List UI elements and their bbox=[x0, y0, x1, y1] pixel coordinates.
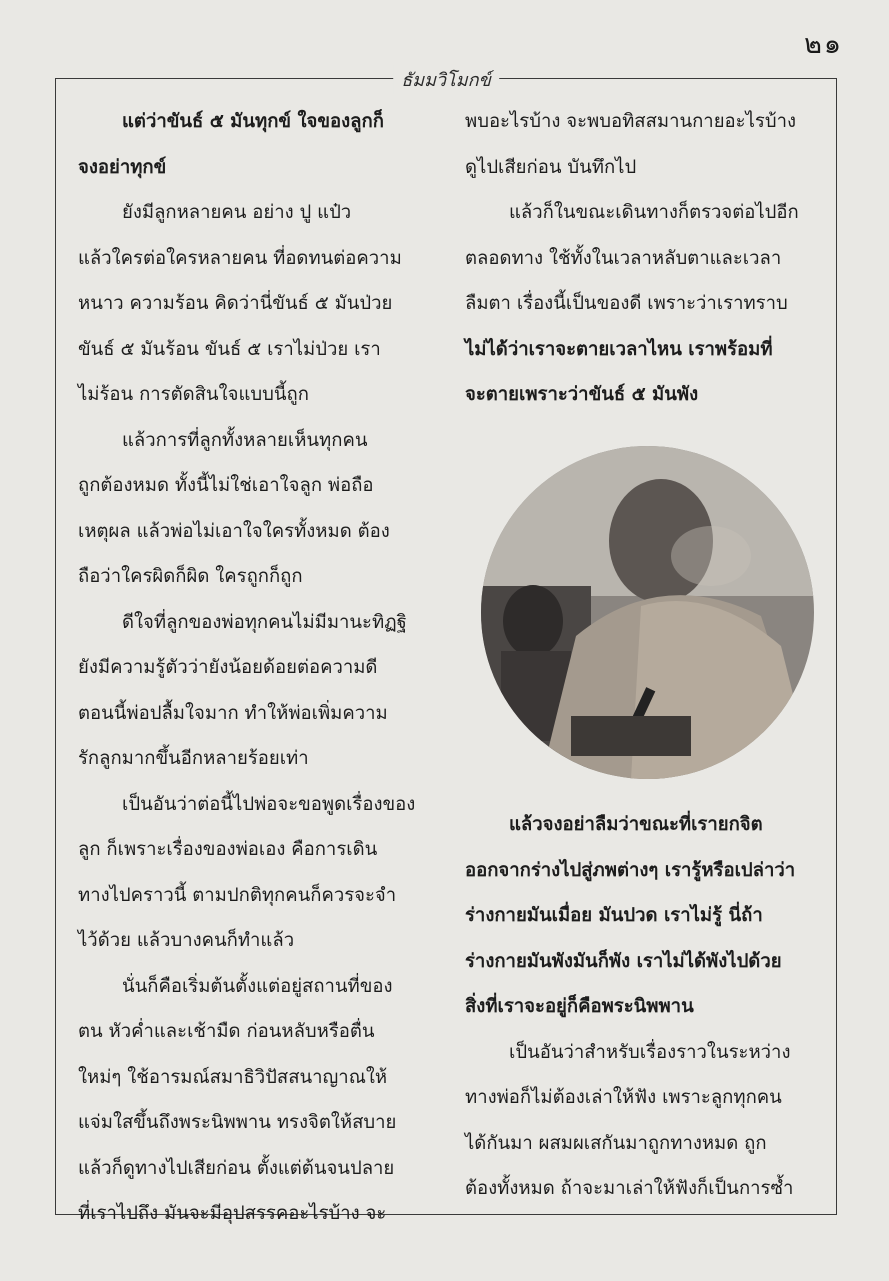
text-line: ไว้ด้วย แล้วบางคนก็ทำแล้ว bbox=[78, 930, 295, 951]
text-line: ไม่ได้ว่าเราจะตายเวลาไหน เราพร้อมที่ bbox=[465, 338, 773, 360]
text-line: ยังมีความรู้ตัวว่ายังน้อยด้อยต่อความดี bbox=[78, 657, 378, 678]
text-line: ขันธ์ ๕ มันร้อน ขันธ์ ๕ เราไม่ป่วย เรา bbox=[78, 338, 381, 360]
text-line: แล้วใครต่อใครหลายคน ที่อดทนต่อความ bbox=[78, 247, 402, 269]
text-line: ตลอดทาง ใช้ทั้งในเวลาหลับตาและเวลา bbox=[465, 247, 782, 269]
text-line: ยังมีลูกหลายคน อย่าง ปู แป๋ว bbox=[122, 202, 352, 223]
running-head: ธัมมวิโมกข์ bbox=[393, 65, 499, 94]
text-line: ออกจากร่างไปสู่ภพต่างๆ เรารู้หรือเปล่าว่า bbox=[465, 859, 796, 881]
text-line: ต้องทั้งหมด ถ้าจะมาเล่าให้ฟังก็เป็นการซ้ำ bbox=[465, 1178, 794, 1199]
text-line: ร่างกายมันพังมันก็พัง เราไม่ได้พังไปด้วย bbox=[465, 950, 782, 972]
text-line: เป็นอันว่าสำหรับเรื่องราวในระหว่าง bbox=[509, 1041, 791, 1063]
text-line: ใหม่ๆ ใช้อารมณ์สมาธิวิปัสสนาญาณให้ bbox=[78, 1066, 388, 1088]
right-column-bottom bbox=[465, 802, 820, 1212]
monk-photo-illustration bbox=[481, 446, 814, 779]
text-line: แต่ว่าขันธ์ ๕ มันทุกข์ ใจของลูกก็ bbox=[122, 111, 384, 132]
text-line: แล้วจงอย่าลืมว่าขณะที่เรายกจิต bbox=[509, 814, 763, 835]
text-line: เหตุผล แล้วพ่อไม่เอาใจใครทั้งหมด ต้อง bbox=[78, 520, 390, 542]
text-line: ตน หัวค่ำและเช้ามืด ก่อนหลับหรือตื่น bbox=[78, 1021, 375, 1042]
text-line: นั่นก็คือเริ่มต้นตั้งแต่อยู่สถานที่ของ bbox=[122, 975, 393, 997]
text-line: แล้วก็ดูทางไปเสียก่อน ตั้งแต่ต้นจนปลาย bbox=[78, 1157, 395, 1179]
text-line: ทางพ่อก็ไม่ต้องเล่าให้ฟัง เพราะลูกทุกคน bbox=[465, 1087, 782, 1108]
text-line: ทางไปคราวนี้ ตามปกติทุกคนก็ควรจะจำ bbox=[78, 884, 397, 906]
text-line: ดูไปเสียก่อน บันทึกไป bbox=[465, 156, 637, 178]
text-line: ลืมตา เรื่องนี้เป็นของดี เพราะว่าเราทราบ bbox=[465, 293, 788, 314]
text-line: จงอย่าทุกข์ bbox=[78, 156, 167, 178]
text-line: ได้กันมา ผสมผเสกันมาถูกทางหมด ถูก bbox=[465, 1132, 767, 1154]
monk-photo bbox=[481, 446, 814, 779]
text-line: จะตายเพราะว่าขันธ์ ๕ มันพัง bbox=[465, 384, 699, 405]
left-column bbox=[78, 99, 438, 1237]
text-line: แล้วการที่ลูกทั้งหลายเห็นทุกคน bbox=[122, 429, 368, 451]
text-line: ร่างกายมันเมื่อย มันปวด เราไม่รู้ นี่ถ้า bbox=[465, 905, 763, 926]
text-line: แล้วก็ในขณะเดินทางก็ตรวจต่อไปอีก bbox=[509, 202, 799, 223]
text-line: รักลูกมากขึ้นอีกหลายร้อยเท่า bbox=[78, 748, 309, 769]
page-number: ๒๑ bbox=[804, 29, 843, 60]
page-frame bbox=[55, 70, 837, 1224]
text-line: ตอนนี้พ่อปลื้มใจมาก ทำให้พ่อเพิ่มความ bbox=[78, 702, 388, 724]
text-line: ดีใจที่ลูกของพ่อทุกคนไม่มีมานะทิฏฐิ bbox=[122, 611, 407, 633]
text-line: พบอะไรบ้าง จะพบอทิสสมานกายอะไรบ้าง bbox=[465, 111, 796, 132]
text-line: สิ่งที่เราจะอยู่ก็คือพระนิพพาน bbox=[465, 996, 694, 1017]
text-line: หนาว ความร้อน คิดว่านี่ขันธ์ ๕ มันป่วย bbox=[78, 293, 393, 314]
text-line: ลูก ก็เพราะเรื่องของพ่อเอง คือการเดิน bbox=[78, 839, 378, 860]
text-line: เป็นอันว่าต่อนี้ไปพ่อจะขอพูดเรื่องของ bbox=[122, 793, 416, 815]
text-line: แจ่มใสขึ้นถึงพระนิพพาน ทรงจิตให้สบาย bbox=[78, 1112, 397, 1133]
text-line: ถูกต้องหมด ทั้งนี้ไม่ใช่เอาใจลูก พ่อถือ bbox=[78, 475, 374, 496]
text-line: ไม่ร้อน การตัดสินใจแบบนี้ถูก bbox=[78, 384, 309, 405]
right-column-top bbox=[465, 99, 820, 418]
text-line: ถือว่าใครผิดก็ผิด ใครถูกก็ถูก bbox=[78, 566, 303, 587]
text-line: ที่เราไปถึง มันจะมีอุปสรรคอะไรบ้าง จะ bbox=[78, 1203, 387, 1224]
